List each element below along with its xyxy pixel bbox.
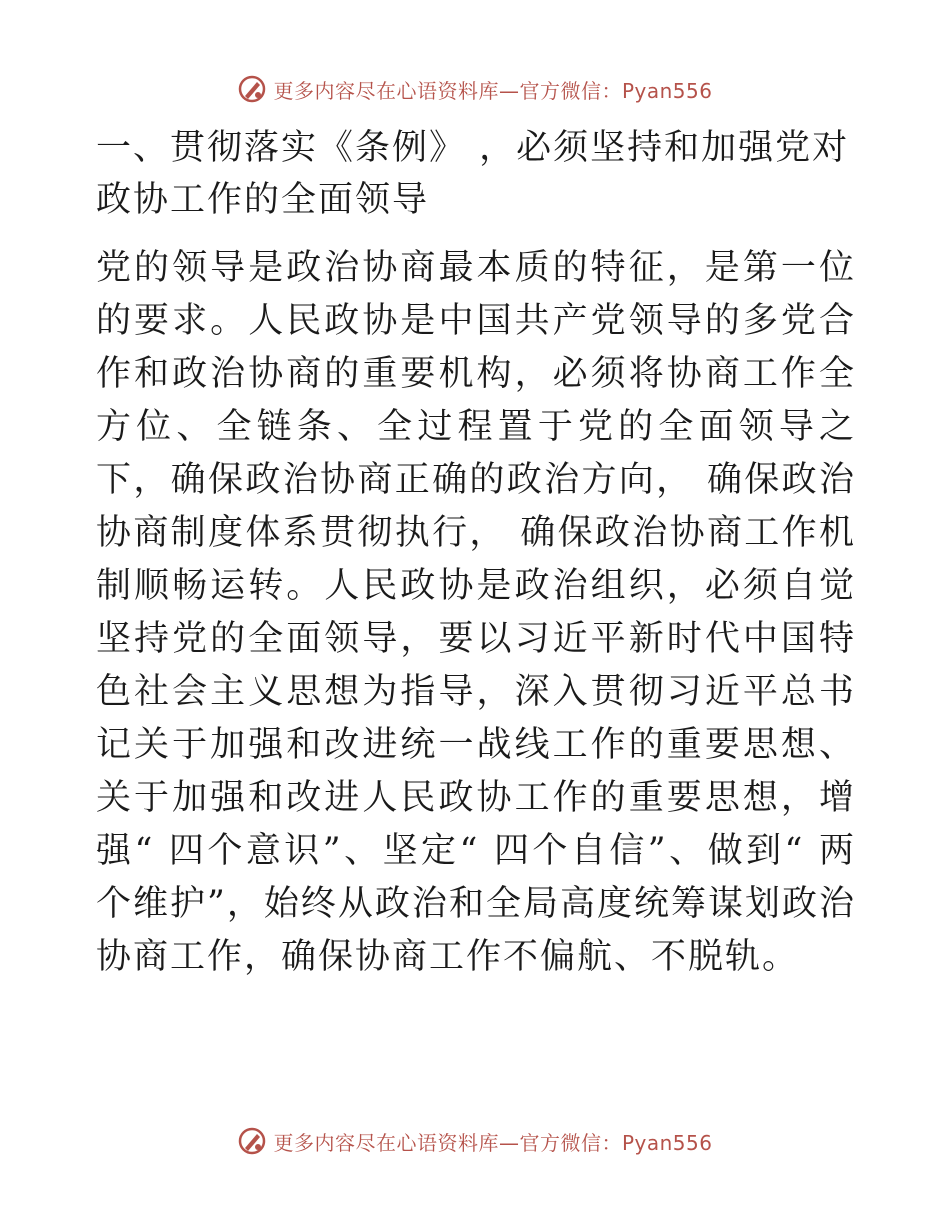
watermark-text: 更多内容尽在心语资料库—官方微信：Pyan556 bbox=[273, 78, 713, 103]
header-watermark bbox=[0, 74, 950, 104]
section-heading: 一、贯彻落实《条例》 ，必须坚持和加强党对政协工作的全面领导 bbox=[96, 128, 850, 220]
footer-watermark bbox=[0, 1126, 950, 1156]
document-body bbox=[96, 122, 856, 984]
pen-logo-icon bbox=[237, 74, 267, 104]
body-paragraph: 党的领导是政治协商最本质的特征，是第一位的要求。人民政协是中国共产党领导的多党合作和政治协商的重要机构，必须将协商工作全方位、全链条、全过程置于党的全面领导之下，确保政治协商正确的政治方向， 确保政治协商制度体系贯彻执行， 确保政治协商工作机制顺畅运转。人民政协是政治组织，必须自觉坚持党的全面领导，要以习近平新时代中国特色社会主义思想为指导，深入贯彻习近平总书记关于加强和改进统一战线工作的重要思想、关于加强和改进人民政协工作的重要思想，增强“ 四个意识”、坚定“ 四个自信”、做到“ 两个维护”，始终从政治和全局高度统筹谋划政治协商工作，确保协商工作不偏航、不脱轨。 bbox=[96, 248, 856, 977]
watermark-text: 更多内容尽在心语资料库—官方微信：Pyan556 bbox=[273, 1130, 713, 1155]
pen-logo-icon bbox=[237, 1126, 267, 1156]
